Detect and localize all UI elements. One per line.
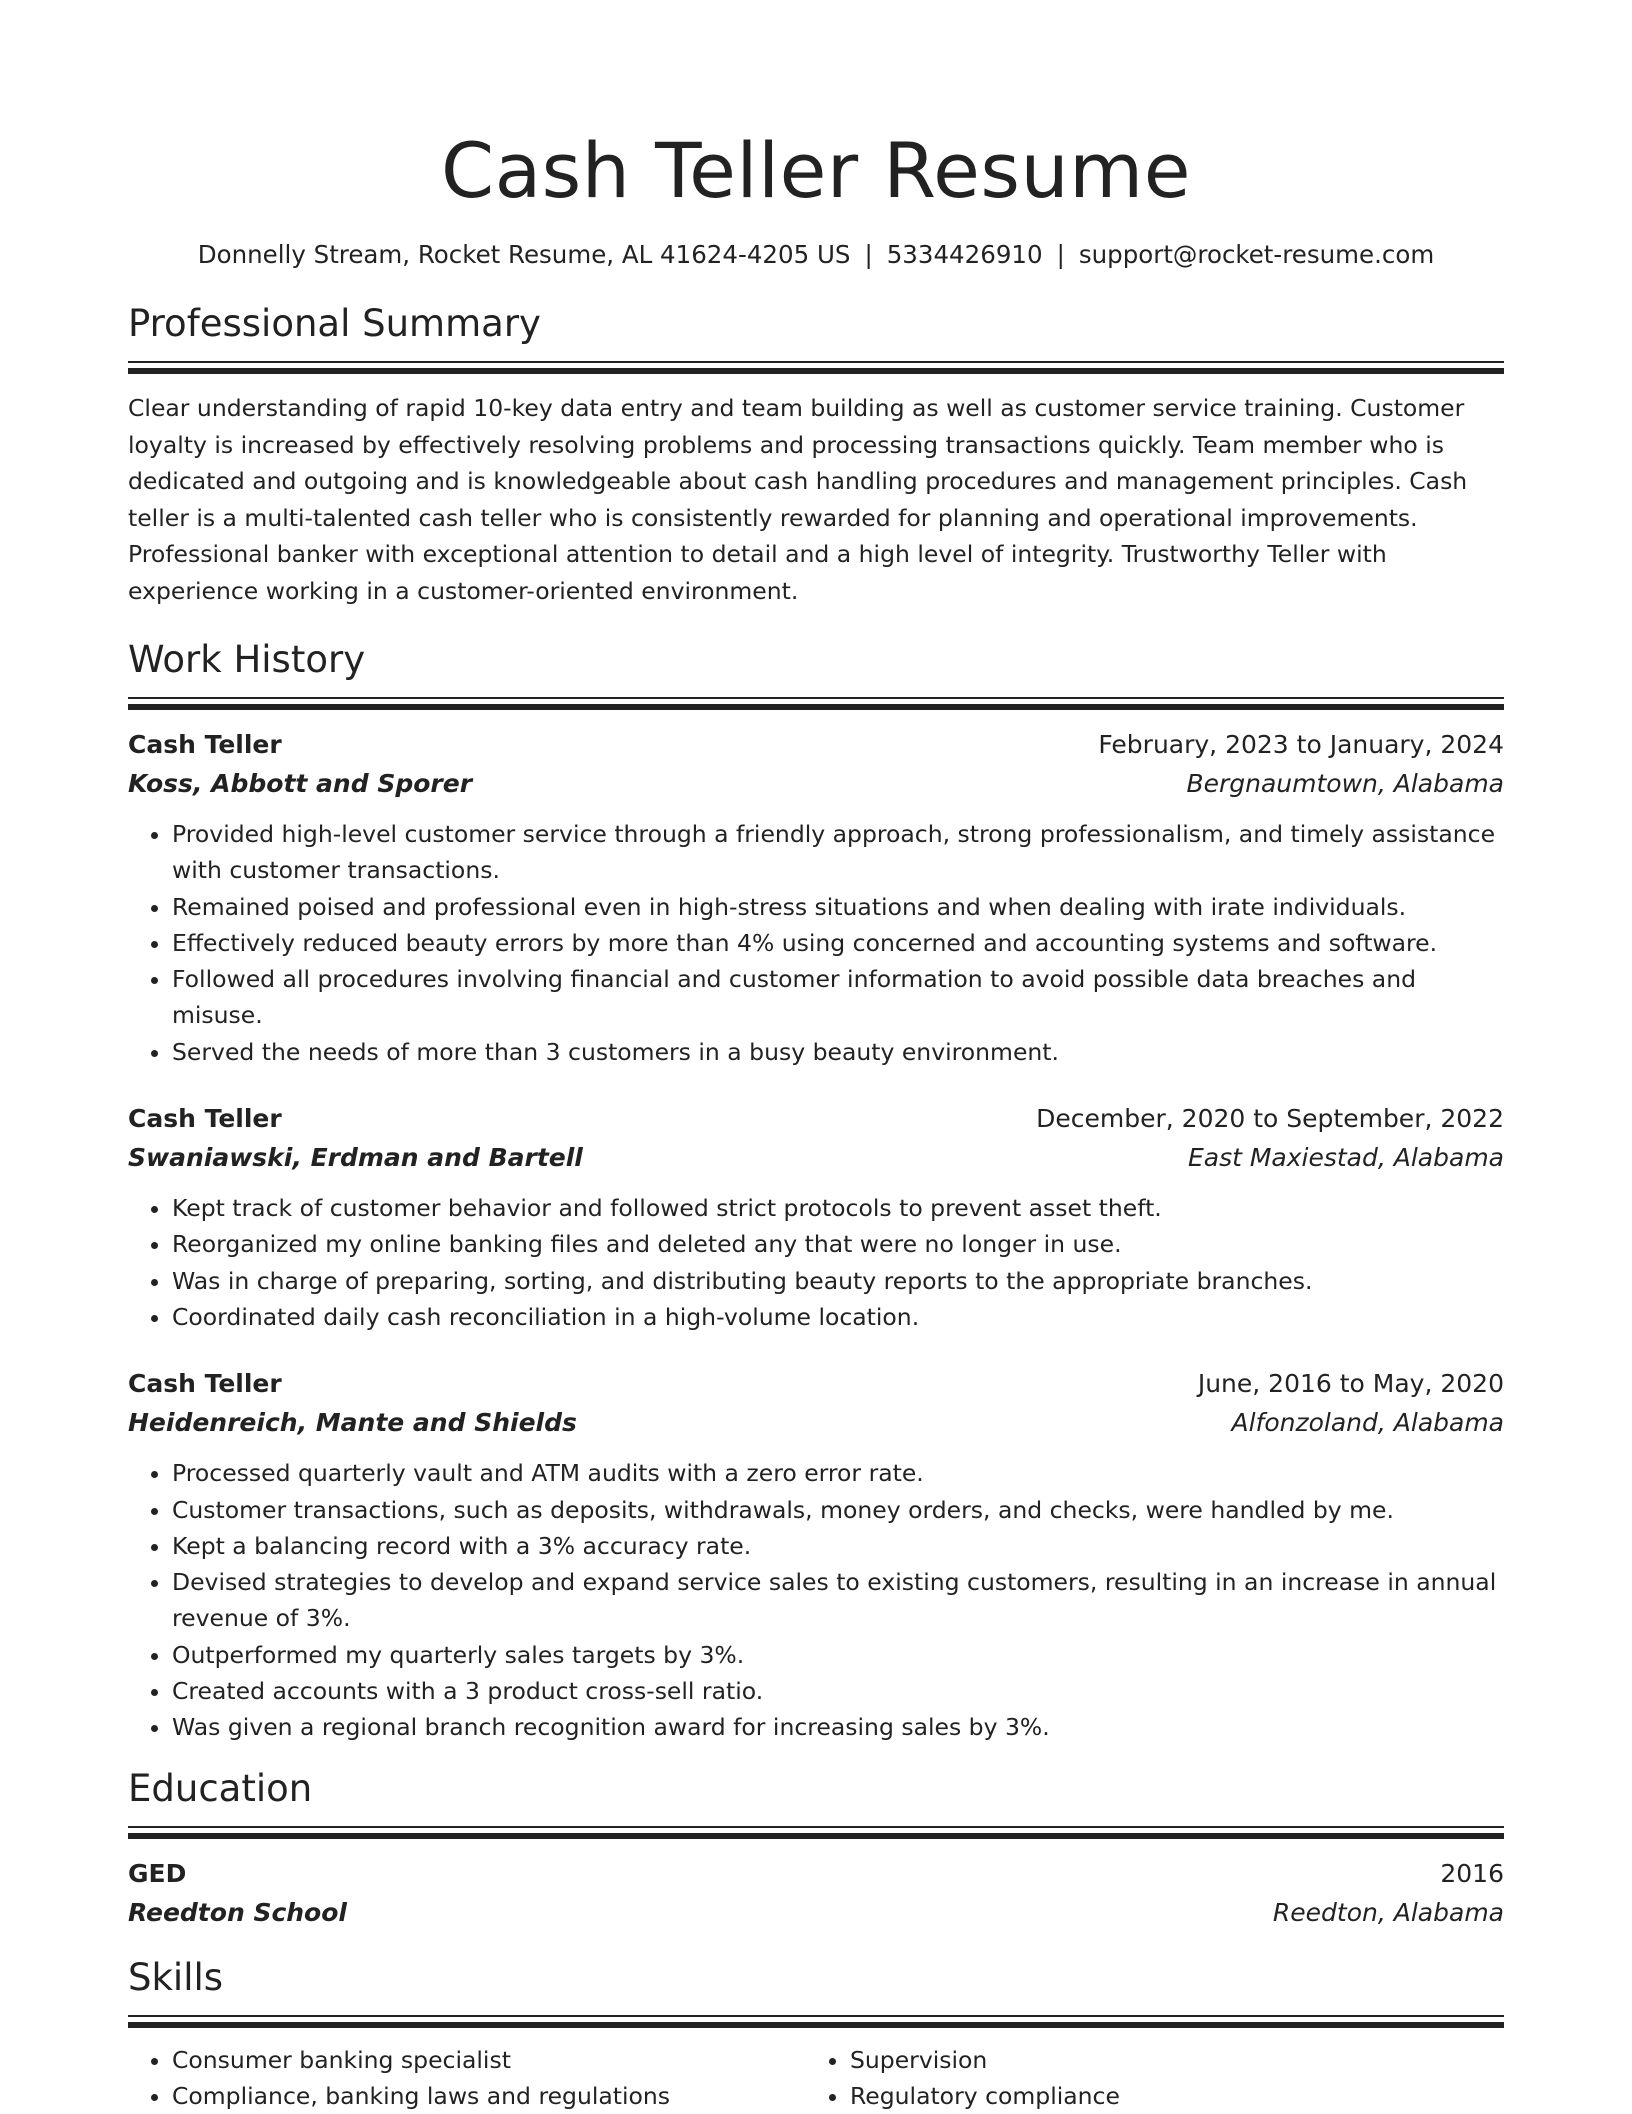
job-dates: December, 2020 to September, 2022 bbox=[1036, 1104, 1504, 1134]
summary-section bbox=[128, 301, 1504, 609]
school-location: Reedton, Alabama bbox=[1272, 1897, 1504, 1927]
email-link[interactable]: support@rocket-resume.com bbox=[1078, 240, 1435, 269]
school-name: Reedton School bbox=[128, 1897, 347, 1927]
list-item: • Created accounts with a 3 product cross-sell ratio. bbox=[172, 1673, 1504, 1709]
graduation-year: 2016 bbox=[1440, 1858, 1504, 1888]
list-item: • Customer transactions, such as deposits, withdrawals, money orders, and checks, were handled by me. bbox=[172, 1492, 1504, 1528]
employer-name: Koss, Abbott and Sporer bbox=[128, 769, 473, 798]
list-item: • Reorganized my online banking files and deleted any that were no longer in use. bbox=[172, 1226, 1504, 1262]
skill-item: • Compliance, banking laws and regulations bbox=[172, 2078, 806, 2114]
skill-item: • Supervision bbox=[850, 2042, 1484, 2078]
skills-list-right bbox=[806, 2042, 1484, 2114]
job-dates: February, 2023 to January, 2024 bbox=[1098, 730, 1504, 759]
list-item: • Devised strategies to develop and expand service sales to existing customers, resulting in an increase in annual revenue of 3%. bbox=[172, 1564, 1504, 1637]
skills-list-left bbox=[128, 2042, 806, 2114]
section-divider bbox=[128, 1826, 1504, 1839]
list-item: • Served the needs of more than 3 customers in a busy beauty environment. bbox=[172, 1034, 1504, 1070]
skill-item: • Regulatory compliance bbox=[850, 2078, 1484, 2114]
contact-separator: | bbox=[1056, 240, 1065, 269]
job-title: Cash Teller bbox=[128, 1369, 282, 1399]
job-bullets bbox=[128, 1190, 1504, 1335]
list-item: • Processed quarterly vault and ATM audits with a zero error rate. bbox=[172, 1455, 1504, 1491]
employer-name: Swaniawski, Erdman and Bartell bbox=[128, 1143, 583, 1173]
job-bullets bbox=[128, 1455, 1504, 1745]
list-item: • Was given a regional branch recognition award for increasing sales by 3%. bbox=[172, 1709, 1504, 1745]
list-item: • Followed all procedures involving financial and customer information to avoid possible data breaches and misuse. bbox=[172, 961, 1504, 1034]
job-title: Cash Teller bbox=[128, 730, 282, 759]
job-entry bbox=[128, 1100, 1504, 1335]
resume-page bbox=[128, 0, 1504, 2114]
skill-item: • Consumer banking specialist bbox=[172, 2042, 806, 2078]
employer-name: Heidenreich, Mante and Shields bbox=[128, 1408, 577, 1438]
section-heading: Education bbox=[128, 1766, 313, 1810]
list-item: • Kept a balancing record with a 3% accuracy rate. bbox=[172, 1528, 1504, 1564]
job-title: Cash Teller bbox=[128, 1104, 282, 1134]
phone: 5334426910 bbox=[886, 240, 1043, 269]
education-entry bbox=[128, 1855, 1504, 1933]
job-bullets bbox=[128, 816, 1504, 1070]
job-dates: June, 2016 to May, 2020 bbox=[1197, 1369, 1504, 1399]
contact-separator: | bbox=[864, 240, 873, 269]
list-item: • Remained poised and professional even in high-stress situations and when dealing with irate individuals. bbox=[172, 889, 1504, 925]
list-item: • Outperformed my quarterly sales targets by 3%. bbox=[172, 1637, 1504, 1673]
section-divider bbox=[128, 697, 1504, 710]
list-item: • Provided high-level customer service through a friendly approach, strong professionalism, and timely assistance with customer transactions. bbox=[172, 816, 1504, 889]
job-location: East Maxiestad, Alabama bbox=[1187, 1143, 1504, 1173]
degree: GED bbox=[128, 1858, 187, 1888]
section-heading: Professional Summary bbox=[128, 302, 541, 345]
work-history-section bbox=[128, 637, 1504, 1746]
section-heading: Work History bbox=[128, 638, 366, 681]
job-location: Alfonzoland, Alabama bbox=[1231, 1408, 1504, 1438]
section-divider bbox=[128, 2015, 1504, 2028]
list-item: • Coordinated daily cash reconciliation in a high-volume location. bbox=[172, 1299, 1504, 1335]
list-item: • Effectively reduced beauty errors by more than 4% using concerned and accounting systems and software. bbox=[172, 925, 1504, 961]
job-location: Bergnaumtown, Alabama bbox=[1186, 769, 1504, 798]
section-heading: Skills bbox=[128, 1955, 224, 1999]
job-entry bbox=[128, 1365, 1504, 1745]
section-divider bbox=[128, 361, 1504, 374]
education-section bbox=[128, 1766, 1504, 1933]
job-entry bbox=[128, 726, 1504, 1070]
skills-section bbox=[128, 1955, 1504, 2114]
resume-title: Cash Teller Resume bbox=[441, 126, 1191, 215]
summary-text: Clear understanding of rapid 10-key data entry and team building as well as customer service training. Customer loyalty is increased by effectively resolving problems and processing transactions quickly. Team member who is dedicated and outgoing and is knowledgeable about cash handling procedures and management principles. Cash teller is a multi-talented cash teller who is consistently rewarded for planning and operational improvements. Professional banker with exceptional attention to detail and a high level of integrity. Trustworthy Teller with experience working in a customer-oriented environment. bbox=[128, 394, 1468, 605]
list-item: • Kept track of customer behavior and followed strict protocols to prevent asset theft. bbox=[172, 1190, 1504, 1226]
list-item: • Was in charge of preparing, sorting, and distributing beauty reports to the appropriate branches. bbox=[172, 1263, 1504, 1299]
skills-columns bbox=[128, 2042, 1504, 2114]
contact-line bbox=[128, 239, 1504, 271]
address: Donnelly Stream, Rocket Resume, AL 41624-4205 US bbox=[197, 240, 851, 269]
